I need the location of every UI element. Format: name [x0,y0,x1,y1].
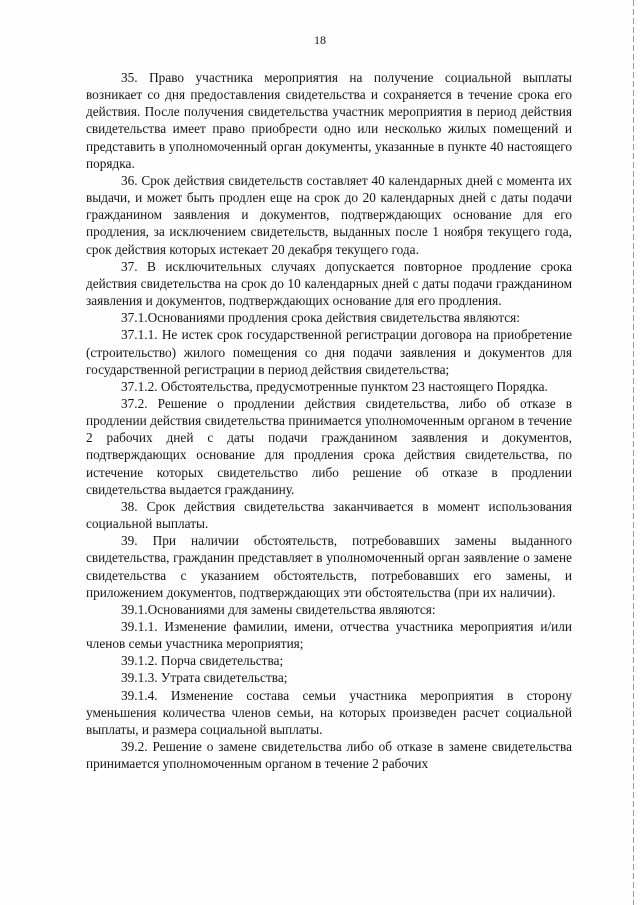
page-number: 18 [314,33,326,47]
document-body [86,69,572,772]
paragraph-39-1-4: 39.1.4. Изменение состава семьи участника мероприятия в сторону уменьшения количества членов семьи, на которых произведен расчет социальной выплаты, и размера социальной выплаты. [86,687,572,737]
paragraph-39-1-2: 39.1.2. Порча свидетельства; [121,653,284,669]
paragraph-38: 38. Срок действия свидетельства заканчивается в момент использования социальной выплаты. [86,498,572,532]
paragraph-39-1-3: 39.1.3. Утрата свидетельства; [121,670,288,686]
paragraph-36: 36. Срок действия свидетельств составляет 40 календарных дней с момента их выдачи, и может быть продлен еще на срок до 20 календарных дней с даты подачи гражданином заявления и документов, подтверждающих основание для его продления, за исключением свидетельств, выданных после 1 ноября текущего года, срок действия которых истекает 20 декабря текущего года. [86,172,572,257]
paragraph-39-2: 39.2. Решение о замене свидетельства либо об отказе в замене свидетельства принимается уполномоченным органом в течение 2 рабочих [86,739,572,772]
paragraph-37-1-2: 37.1.2. Обстоятельства, предусмотренные пунктом 23 настоящего Порядка. [121,378,548,394]
paragraph-35: 35. Право участника мероприятия на получение социальной выплаты возникает со дня предоставления свидетельства и сохраняется в течение срока его действия. После получения свидетельства участник мероприятия в период действия свидетельства имеет право приобрести одно или несколько жилых помещений и представить в уполномоченный орган документы, указанные в пункте 40 настоящего порядка. [86,70,572,171]
paragraph-37-1: 37.1.Основаниями продления срока действия свидетельства являются: [121,310,520,326]
paragraph-39: 39. При наличии обстоятельств, потребовавших замены выданного свидетельства, гражданин представляет в уполномоченный орган заявление о замене свидетельства с указанием обстоятельств, потребовавших его замены, и приложением документов, подтверждающих эти обстоятельства (при их наличии). [86,533,572,600]
paragraph-37-2: 37.2. Решение о продлении действия свидетельства, либо об отказе в продлении действия свидетельства принимается уполномоченным органом в течение 2 рабочих дней с даты подачи гражданином заявления и документов, подтверждающих основание для продления срока действия свидетельства, по истечение которых свидетельство либо решение об отказе в продлении свидетельства выдается гражданину. [86,395,572,497]
paragraph-37-1-1: 37.1.1. Не истек срок государственной регистрации договора на приобретение (строительство) жилого помещения со дня подачи заявления и документов для государственной регистрации в период действия свидетельства; [86,327,572,377]
paragraph-37: 37. В исключительных случаях допускается повторное продление срока действия свидетельства на срок до 10 календарных дней с даты подачи гражданином заявления и документов, подтверждающих основание для его продления. [86,258,572,309]
paragraph-39-1: 39.1.Основаниями для замены свидетельства являются: [121,601,436,617]
paragraph-39-1-1: 39.1.1. Изменение фамилии, имени, отчества участника мероприятия и/или членов семьи участника мероприятия; [86,619,572,652]
page-edge [633,0,634,905]
